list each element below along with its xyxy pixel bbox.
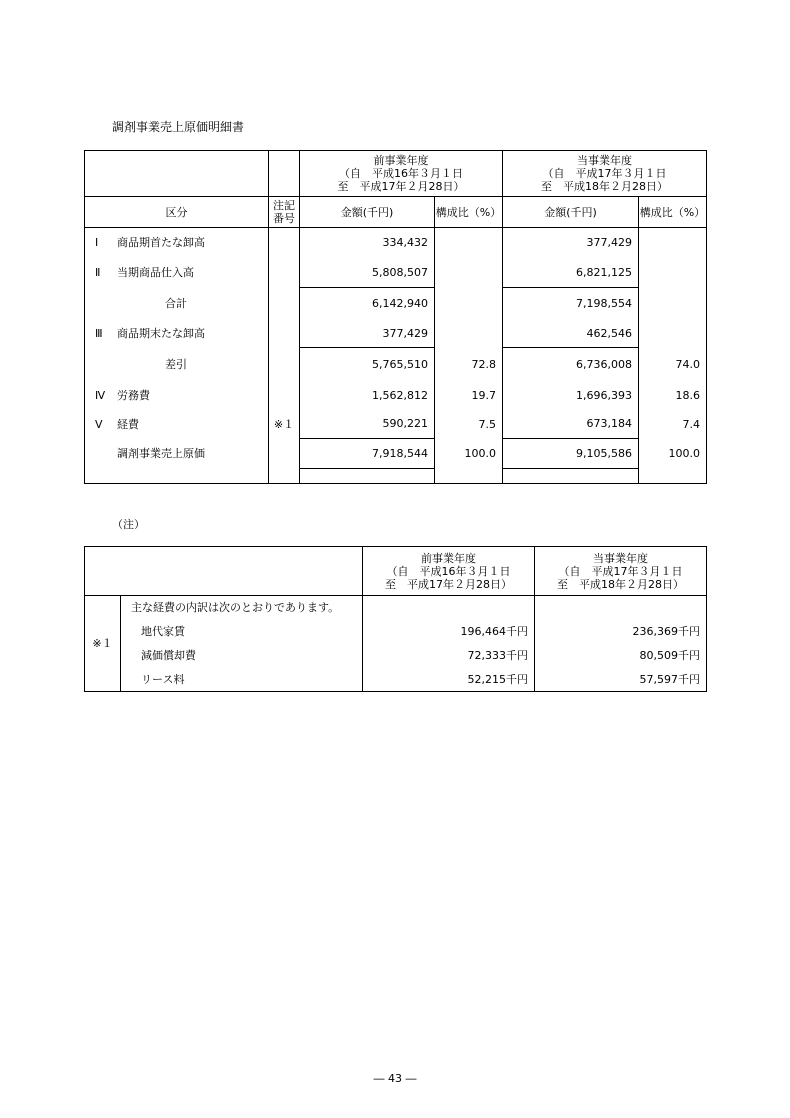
list-item: 地代家賃 196,464千円 236,369千円: [85, 620, 707, 644]
curr-ratio-header: 構成比（%）: [639, 197, 707, 228]
period-header-row: [85, 547, 707, 596]
prev-period-header: 前事業年度 （自 平成16年３月１日 至 平成17年２月28日）: [363, 547, 535, 596]
period-header-row: [85, 151, 707, 197]
table-row: 調剤事業売上原価 7,918,544 100.0 9,105,586 100.0: [85, 439, 707, 469]
prev-ratio-header: 構成比（%）: [435, 197, 503, 228]
prev-period-header: 前事業年度 （自 平成16年３月１日 至 平成17年２月28日）: [300, 151, 503, 197]
curr-period-header: 当事業年度 （自 平成17年３月１日 至 平成18年２月28日）: [535, 547, 707, 596]
category-header: 区分: [85, 197, 269, 228]
note-no-header: 注記番号: [269, 197, 300, 228]
table-row: 合計 6,142,940 7,198,554: [85, 288, 707, 320]
column-header-row: [85, 197, 707, 228]
note-label: （注）: [112, 518, 145, 531]
table-row: Ⅲ 商品期末たな卸高 377,429 462,546: [85, 320, 707, 348]
page-title: 調剤事業売上原価明細書: [112, 120, 245, 134]
list-item: リース料 52,215千円 57,597千円: [85, 668, 707, 692]
table-row: Ⅴ 経費 ※１ 590,221 7.5 673,184 7.4: [85, 410, 707, 439]
curr-period-header: 当事業年度 （自 平成17年３月１日 至 平成18年２月28日）: [503, 151, 707, 197]
table-row-spacer: [85, 469, 707, 484]
table-row: Ⅱ 当期商品仕入高 5,808,507 6,821,125: [85, 258, 707, 288]
list-item: 減価償却費 72,333千円 80,509千円: [85, 644, 707, 668]
table-row: 差引 5,765,510 72.8 6,736,008 74.0: [85, 348, 707, 381]
cost-of-sales-table: [84, 150, 707, 484]
note-marker: ※１: [85, 596, 121, 692]
intro-text: 主な経費の内訳は次のとおりであります。: [121, 596, 363, 620]
page-number: ― 43 ―: [373, 1072, 417, 1085]
table-row: Ⅳ 労務費 1,562,812 19.7 1,696,393 18.6: [85, 381, 707, 410]
note-marker: ※１: [269, 410, 300, 439]
curr-amount-header: 金額(千円): [503, 197, 639, 228]
table-row: Ⅰ 商品期首たな卸高 334,432 377,429: [85, 228, 707, 258]
list-item: [85, 596, 707, 620]
prev-amount-header: 金額(千円): [300, 197, 435, 228]
expense-breakdown-table: [84, 546, 707, 692]
